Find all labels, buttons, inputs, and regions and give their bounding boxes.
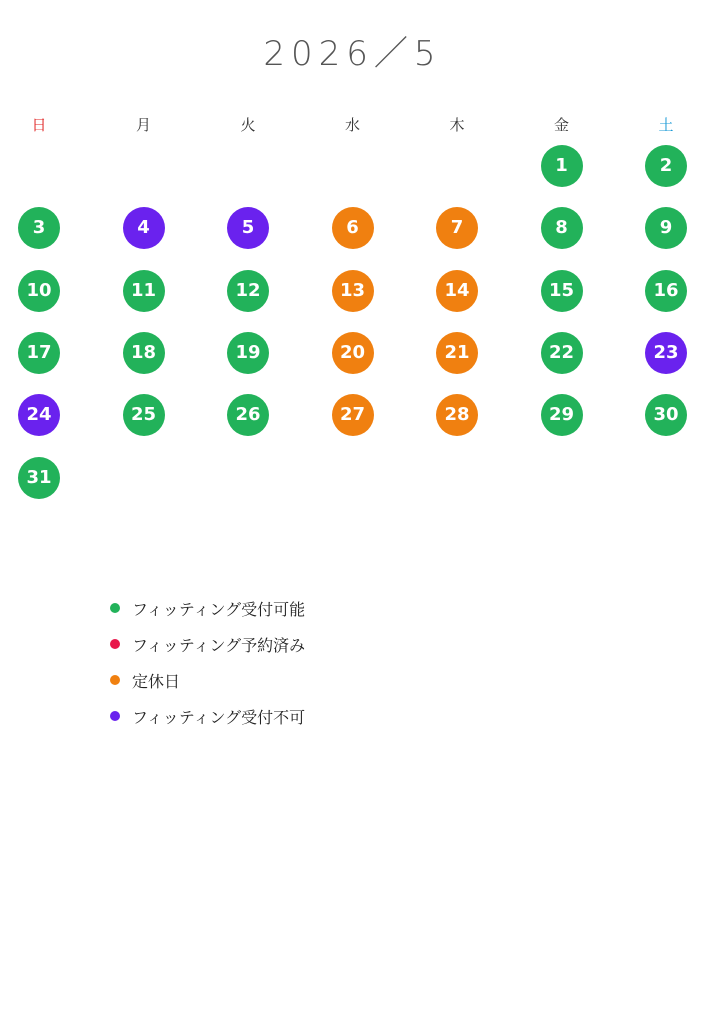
day-cell-21[interactable]: 21 — [436, 332, 478, 374]
day-cell-18[interactable]: 18 — [123, 332, 165, 374]
legend-label: フィッティング受付可能 — [132, 599, 306, 619]
legend-item-closed — [110, 662, 305, 698]
day-cell-20[interactable]: 20 — [332, 332, 374, 374]
day-cell-2[interactable]: 2 — [645, 145, 687, 187]
legend-label: 定休日 — [132, 671, 181, 691]
day-cell-7[interactable]: 7 — [436, 207, 478, 249]
day-cell-3[interactable]: 3 — [18, 207, 60, 249]
day-cell-10[interactable]: 10 — [18, 270, 60, 312]
weekday-fri: 金 — [553, 116, 569, 134]
weekday-mon: 月 — [135, 116, 151, 134]
day-cell-19[interactable]: 19 — [227, 332, 269, 374]
day-cell-26[interactable]: 26 — [227, 394, 269, 436]
day-cell-29[interactable]: 29 — [541, 394, 583, 436]
weekday-tue: 火 — [240, 116, 256, 134]
calendar-title: 2026／5 — [263, 34, 442, 74]
legend-dot-icon — [110, 711, 120, 721]
legend-dot-icon — [110, 639, 120, 649]
day-cell-4[interactable]: 4 — [123, 207, 165, 249]
legend — [110, 590, 305, 734]
day-cell-16[interactable]: 16 — [645, 270, 687, 312]
legend-label: フィッティング受付不可 — [132, 707, 306, 727]
day-cell-8[interactable]: 8 — [541, 207, 583, 249]
legend-label: フィッティング予約済み — [132, 635, 306, 655]
day-cell-6[interactable]: 6 — [332, 207, 374, 249]
day-cell-27[interactable]: 27 — [332, 394, 374, 436]
weekday-wed: 水 — [344, 116, 360, 134]
day-cell-1[interactable]: 1 — [541, 145, 583, 187]
legend-dot-icon — [110, 603, 120, 613]
day-cell-5[interactable]: 5 — [227, 207, 269, 249]
day-cell-22[interactable]: 22 — [541, 332, 583, 374]
day-cell-30[interactable]: 30 — [645, 394, 687, 436]
legend-item-booked — [110, 626, 305, 662]
legend-item-unavailable — [110, 698, 305, 734]
day-cell-12[interactable]: 12 — [227, 270, 269, 312]
weekday-sat: 土 — [658, 116, 674, 134]
day-cell-28[interactable]: 28 — [436, 394, 478, 436]
legend-dot-icon — [110, 675, 120, 685]
day-cell-24[interactable]: 24 — [18, 394, 60, 436]
weekday-sun: 日 — [31, 116, 47, 134]
day-cell-17[interactable]: 17 — [18, 332, 60, 374]
legend-item-available — [110, 590, 305, 626]
day-cell-11[interactable]: 11 — [123, 270, 165, 312]
day-cell-23[interactable]: 23 — [645, 332, 687, 374]
day-cell-9[interactable]: 9 — [645, 207, 687, 249]
weekday-thu: 木 — [449, 116, 465, 134]
day-cell-25[interactable]: 25 — [123, 394, 165, 436]
day-cell-15[interactable]: 15 — [541, 270, 583, 312]
day-cell-14[interactable]: 14 — [436, 270, 478, 312]
day-cell-31[interactable]: 31 — [18, 457, 60, 499]
day-cell-13[interactable]: 13 — [332, 270, 374, 312]
